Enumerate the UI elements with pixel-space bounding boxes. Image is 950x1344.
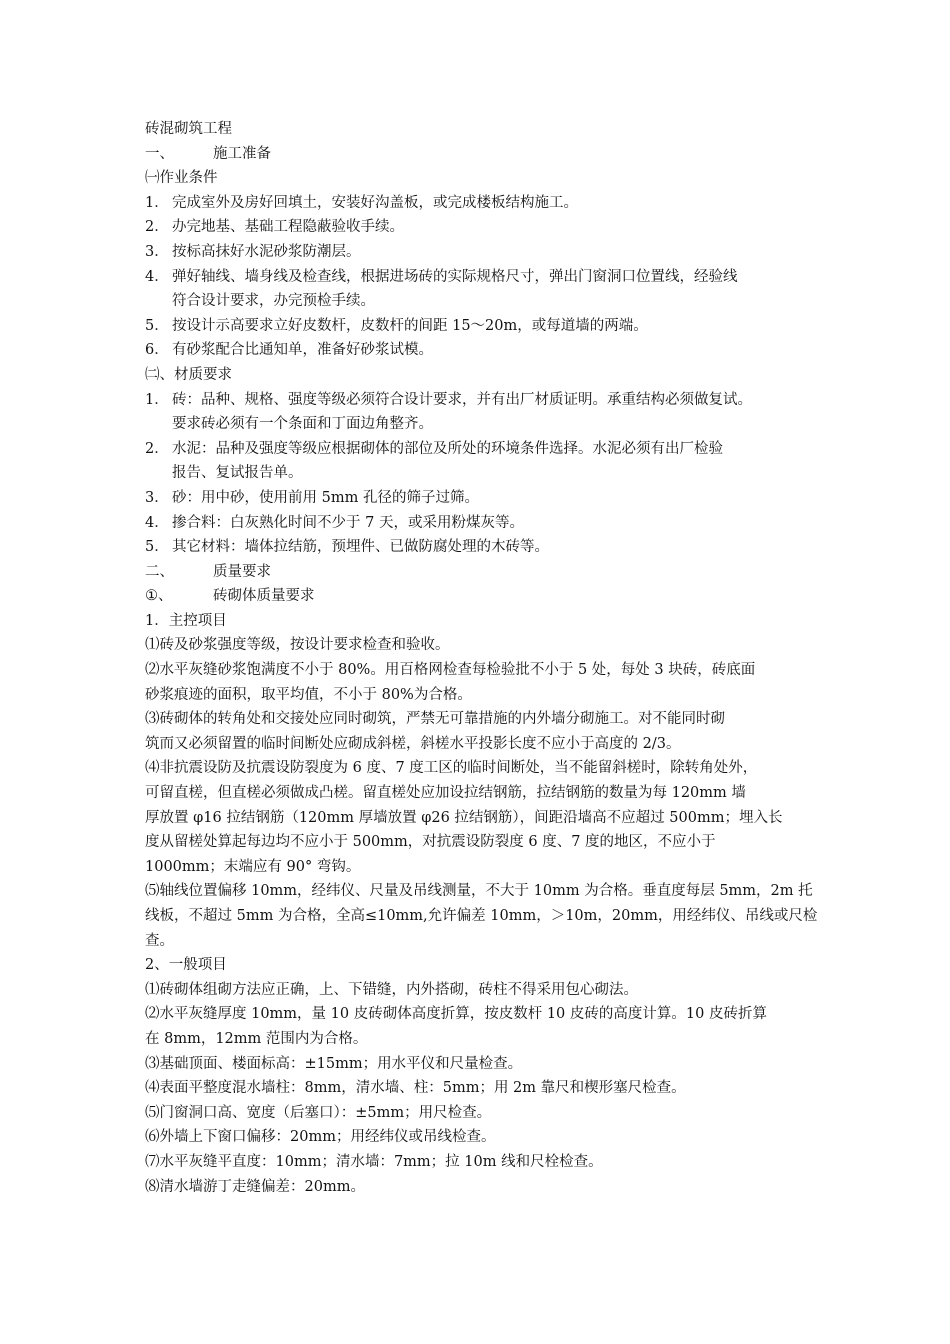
paragraph-line: ⑻清水墙游丁走缝偏差：20mm。 — [145, 1178, 365, 1195]
paragraph-line: ⑸轴线位置偏移 10mm，经纬仪、尺量及吊线测量，不大于 10mm 为合格。垂直度每层 5mm，2m 托 — [145, 883, 813, 900]
item-number: 2． — [145, 219, 169, 236]
paragraph-line: ⑴砖砌体组砌方法应正确，上、下错缝，内外搭砌，砖柱不得采用包心砌法。 — [145, 981, 638, 998]
section-label: 质量要求 — [213, 563, 271, 580]
paragraph-line: ⑶砖砌体的转角处和交接处应同时砌筑，严禁无可靠措施的内外墙分砌施工。对不能同时砌 — [145, 711, 725, 728]
paragraph-line: 度从留槎处算起每边均不应小于 500mm，对抗震设防裂度 6 度、7 度的地区，不应小于 — [145, 834, 716, 851]
work-conditions-list — [145, 191, 825, 363]
subsection-number: ①、 — [145, 588, 173, 605]
list-item — [145, 191, 825, 216]
item-text: 砖：品种、规格、强度等级必须符合设计要求，并有出厂材质证明。承重结构必须做复试。 — [172, 391, 752, 408]
document-body — [145, 117, 825, 1199]
list-item — [145, 215, 825, 240]
paragraph-item — [145, 978, 825, 1003]
section-heading-quality — [145, 560, 825, 585]
paragraph-item — [145, 1150, 825, 1175]
paragraph-item — [145, 707, 825, 756]
item-continuation: 符合设计要求，办完预检手续。 — [172, 293, 375, 310]
section-number: 二、 — [145, 563, 174, 580]
paragraph-line: ⑴砖及砂浆强度等级，按设计要求检查和验收。 — [145, 637, 450, 654]
paragraph-line: 查。 — [145, 932, 174, 949]
paragraph-line: ⑷表面平整度混水墙柱：8mm，清水墙、柱：5mm；用 2m 靠尺和楔形塞尺检查。 — [145, 1080, 686, 1097]
item-text: 有砂浆配合比通知单，准备好砂浆试模。 — [172, 342, 433, 359]
subsection-heading-brick-quality — [145, 584, 825, 609]
document-title: 砖混砌筑工程 — [145, 121, 232, 137]
item-number: 1． — [145, 391, 169, 408]
paragraph-line: ⑵水平灰缝砂浆饱满度不小于 80%。用百格网检查每检验批不小于 5 处，每处 3 块砖，砖底面 — [145, 662, 756, 679]
list-item — [145, 388, 825, 413]
list-item — [145, 314, 825, 339]
item-text: 水泥：品种及强度等级应根据砌体的部位及所处的环境条件选择。水泥必须有出厂检验 — [172, 440, 723, 457]
section-heading-preparation — [145, 142, 825, 167]
paragraph-item — [145, 633, 825, 658]
paragraph-line: ⑶基础顶面、楼面标高：±15mm；用水平仪和尺量检查。 — [145, 1055, 523, 1072]
paragraph-item — [145, 756, 825, 879]
subsection-heading-work-conditions: ㈠作业条件 — [145, 170, 218, 187]
materials-list — [145, 388, 825, 560]
paragraph-item — [145, 1125, 825, 1150]
item-number: 6． — [145, 342, 169, 359]
item-number: 4． — [145, 514, 169, 531]
paragraph-line: 厚放置 φ16 拉结钢筋（120mm 厚墙放置 φ26 拉结钢筋），间距沿墙高不应超过 500mm；埋入长 — [145, 809, 783, 826]
item-number: 1． — [145, 194, 169, 211]
item-text: 掺合料：白灰熟化时间不少于 7 天，或采用粉煤灰等。 — [172, 514, 524, 531]
item-number: 3． — [145, 243, 169, 260]
paragraph-line: 筑而又必须留置的临时间断处应砌成斜槎，斜槎水平投影长度不应小于高度的 2/3。 — [145, 735, 681, 752]
item-number: 2． — [145, 440, 169, 457]
item-number: 3． — [145, 489, 169, 506]
item-number: 5． — [145, 317, 169, 334]
item-text: 按标高抹好水泥砂浆防潮层。 — [172, 243, 361, 260]
item-text: 按设计示高要求立好皮数杆，皮数杆的间距 15～20m，或每道墙的两端。 — [172, 317, 648, 334]
subsection-heading-materials: ㈡、材质要求 — [145, 366, 232, 383]
subsection-label: 砖砌体质量要求 — [213, 588, 315, 605]
item-number: 5． — [145, 539, 169, 556]
paragraph-line: 可留直槎，但直槎必须做成凸槎。留直槎处应加设拉结钢筋，拉结钢筋的数量为每 120mm 墙 — [145, 785, 746, 802]
paragraph-item — [145, 658, 825, 707]
list-item — [145, 511, 825, 536]
list-item — [145, 338, 825, 363]
section-label: 施工准备 — [213, 145, 271, 162]
paragraph-line: ⑷非抗震设防及抗震设防裂度为 6 度、7 度工区的临时间断处，当不能留斜槎时，除转角处外， — [145, 760, 758, 777]
list-item — [145, 265, 825, 290]
paragraph-line: ⑹外墙上下窗口偏移：20mm；用经纬仪或吊线检查。 — [145, 1129, 496, 1146]
list-item — [145, 437, 825, 462]
paragraph-line: 1000mm；末端应有 90° 弯钩。 — [145, 858, 361, 875]
item-text: 完成室外及房好回填土，安装好沟盖板，或完成楼板结构施工。 — [172, 194, 578, 211]
paragraph-line: ⑵水平灰缝厚度 10mm，量 10 皮砖砌体高度折算，按皮数杆 10 皮砖的高度计算。10 皮砖折算 — [145, 1006, 767, 1023]
main-items-heading: 1．主控项目 — [145, 612, 227, 629]
general-items-heading: 2、一般项目 — [145, 957, 227, 974]
list-item — [145, 240, 825, 265]
list-item — [145, 535, 825, 560]
item-continuation: 报告、复试报告单。 — [172, 465, 303, 482]
item-text: 其它材料：墙体拉结筋，预埋件、已做防腐处理的木砖等。 — [172, 539, 549, 556]
section-number: 一、 — [145, 145, 174, 162]
item-continuation: 要求砖必须有一个条面和丁面边角整齐。 — [172, 416, 433, 433]
paragraph-line: 砂浆痕迹的面积，取平均值，不小于 80%为合格。 — [145, 686, 472, 703]
item-text: 弹好轴线、墙身线及检查线，根据进场砖的实际规格尺寸，弹出门窗洞口位置线，经验线 — [172, 268, 738, 285]
paragraph-line: ⑸门窗洞口高、宽度（后塞口）：±5mm；用尺检查。 — [145, 1104, 492, 1121]
item-text: 办完地基、基础工程隐蔽验收手续。 — [172, 219, 404, 236]
paragraph-line: 线板，不超过 5mm 为合格，全高≤10mm,允许偏差 10mm，＞10m，20mm，用经纬仪、吊线或尺检 — [145, 908, 818, 924]
paragraph-line: 在 8mm，12mm 范围内为合格。 — [145, 1030, 368, 1047]
paragraph-item — [145, 1052, 825, 1077]
paragraph-item — [145, 879, 825, 953]
general-items-list — [145, 978, 825, 1199]
paragraph-line: ⑺水平灰缝平直度：10mm；清水墙：7mm；拉 10m 线和尺栓检查。 — [145, 1153, 603, 1170]
item-number: 4． — [145, 268, 169, 285]
item-text: 砂：用中砂，使用前用 5mm 孔径的筛子过筛。 — [172, 489, 479, 506]
paragraph-item — [145, 1175, 825, 1200]
main-items-list — [145, 633, 825, 953]
list-item — [145, 486, 825, 511]
paragraph-item — [145, 1076, 825, 1101]
paragraph-item — [145, 1002, 825, 1051]
paragraph-item — [145, 1101, 825, 1126]
